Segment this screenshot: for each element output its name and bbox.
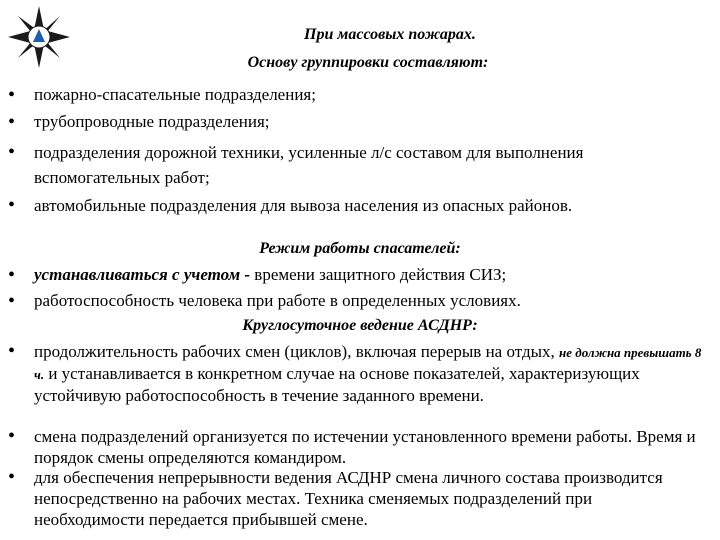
list-item: • автомобильные подразделения для вывоза населения из опасных районов. xyxy=(8,194,573,216)
list-item: • пожарно-спасательные подразделения; xyxy=(8,84,316,106)
list-item: • подразделения дорожной техники, усиленные л/с составом для выполнения вспомогательных работ; xyxy=(8,141,584,187)
bullet-icon: • xyxy=(8,84,16,106)
bullet-icon: • xyxy=(8,111,16,133)
section-heading: Круглосуточное ведение АСДНР: xyxy=(242,317,478,334)
bullet-icon: • xyxy=(8,194,16,216)
page-title: При массовых пожарах. xyxy=(304,26,476,43)
section-heading: Режим работы спасателей: xyxy=(259,240,461,257)
list-item: • работоспособность человека при работе в определенных условиях. xyxy=(8,290,521,312)
list-item: • для обеспечения непрерывности ведения АСДНР смена личного состава производится непосредственно на рабочих местах. Техника сменяемых подразделений при необходимости передается прибывшей смене. xyxy=(8,466,663,529)
bullet-icon: • xyxy=(8,340,16,362)
list-item: • трубопроводные подразделения; xyxy=(8,111,270,133)
bullet-icon: • xyxy=(8,290,16,312)
bullet-icon: • xyxy=(8,141,16,163)
list-item: • продолжительность рабочих смен (циклов), включая перерыв на отдых, не должна превышать 8 ч. и устанавливается в конкретном случае на основе показателей, характеризующих устойчивую работоспособность в течение заданного времени. xyxy=(8,340,702,405)
list-item: • смена подразделений организуется по истечении установленного времени работы. Время и порядок смены определяются командиром. xyxy=(8,425,696,467)
list-item: • устанавливаться с учетом - времени защитного действия СИЗ; xyxy=(8,264,507,286)
bullet-icon: • xyxy=(8,425,16,447)
page-subtitle: Основу группировки составляют: xyxy=(247,54,489,71)
bullet-icon: • xyxy=(8,264,16,286)
bullet-icon: • xyxy=(8,466,16,488)
